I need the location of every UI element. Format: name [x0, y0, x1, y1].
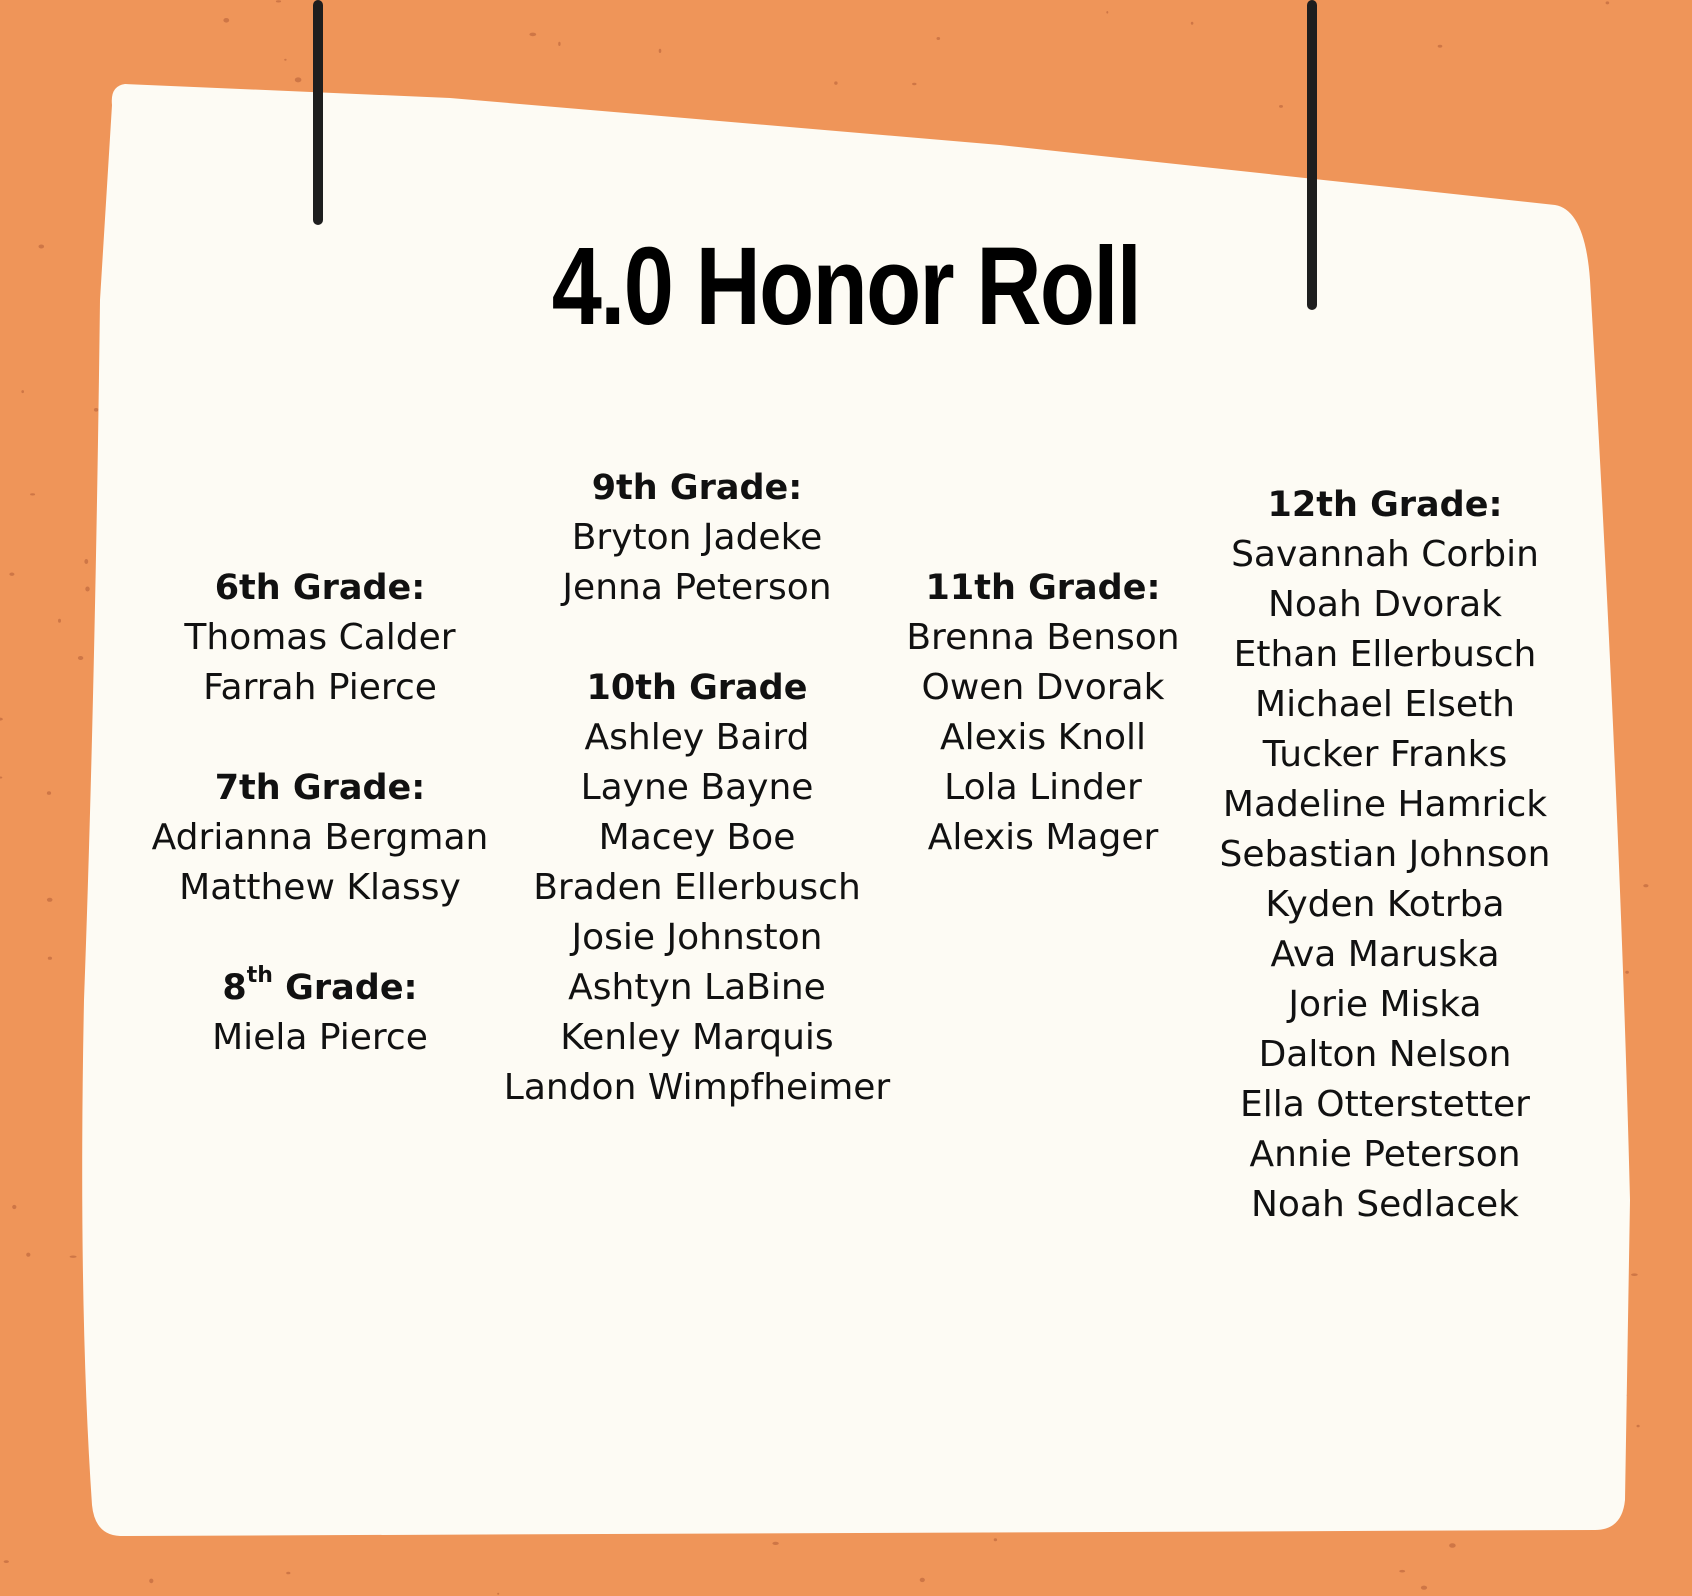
student-name: Ava Maruska	[1270, 934, 1500, 975]
student-name: Miela Pierce	[212, 1017, 428, 1058]
student-name: Braden Ellerbusch	[533, 867, 861, 908]
student-name: Brenna Benson	[906, 617, 1180, 658]
student-name: Madeline Hamrick	[1222, 784, 1548, 825]
student-name: Kyden Kotrba	[1265, 884, 1505, 925]
student-name: Bryton Jadeke	[571, 517, 823, 558]
grade-heading: 7th Grade:	[214, 768, 426, 808]
student-name: Savannah Corbin	[1231, 534, 1539, 575]
grade-heading: 12th Grade:	[1267, 485, 1503, 525]
student-name: Jenna Peterson	[562, 567, 832, 608]
student-name: Ashtyn LaBine	[568, 967, 826, 1008]
grade-group-10th	[497, 663, 897, 1113]
student-name: Matthew Klassy	[179, 867, 461, 908]
grade-heading: 8th Grade:	[222, 963, 418, 1008]
student-name: Thomas Calder	[184, 617, 456, 658]
student-name: Annie Peterson	[1249, 1134, 1521, 1175]
student-name: Landon Wimpfheimer	[503, 1067, 891, 1108]
student-name: Dalton Nelson	[1258, 1034, 1512, 1075]
page-title: 4.0 Honor Roll	[551, 225, 1141, 348]
student-name: Noah Dvorak	[1267, 584, 1503, 625]
student-name: Owen Dvorak	[921, 667, 1165, 708]
column-middle-school	[130, 563, 510, 1063]
student-name: Noah Sedlacek	[1251, 1184, 1519, 1225]
student-name: Macey Boe	[598, 817, 796, 858]
student-name: Tucker Franks	[1262, 734, 1508, 775]
column-juniors	[883, 563, 1203, 863]
grade-heading: 10th Grade	[586, 668, 808, 708]
student-name: Farrah Pierce	[203, 667, 437, 708]
student-name: Michael Elseth	[1255, 684, 1515, 725]
grade-group-7th	[130, 763, 510, 913]
column-underclassmen	[497, 463, 897, 1113]
student-name: Ella Otterstetter	[1240, 1084, 1530, 1125]
grade-heading: 9th Grade:	[591, 468, 803, 508]
hanging-string-left	[313, 0, 323, 225]
student-name: Josie Johnston	[571, 917, 823, 958]
student-name: Jorie Miska	[1288, 984, 1482, 1025]
student-name: Alexis Mager	[927, 817, 1159, 858]
grade-group-8th	[130, 963, 510, 1063]
grade-group-11th	[883, 563, 1203, 863]
student-name: Ethan Ellerbusch	[1233, 634, 1537, 675]
grade-group-9th	[497, 463, 897, 613]
student-name: Kenley Marquis	[560, 1017, 834, 1058]
student-name: Sebastian Johnson	[1219, 834, 1551, 875]
grade-group-6th	[130, 563, 510, 713]
student-name: Lola Linder	[944, 767, 1142, 808]
student-name: Layne Bayne	[580, 767, 814, 808]
student-name: Adrianna Bergman	[151, 817, 489, 858]
grade-group-12th	[1205, 480, 1565, 1230]
grade-heading: 11th Grade:	[925, 568, 1161, 608]
grade-heading: 6th Grade:	[214, 568, 426, 608]
student-name: Ashley Baird	[584, 717, 810, 758]
student-name: Alexis Knoll	[939, 717, 1147, 758]
column-seniors	[1205, 480, 1565, 1230]
